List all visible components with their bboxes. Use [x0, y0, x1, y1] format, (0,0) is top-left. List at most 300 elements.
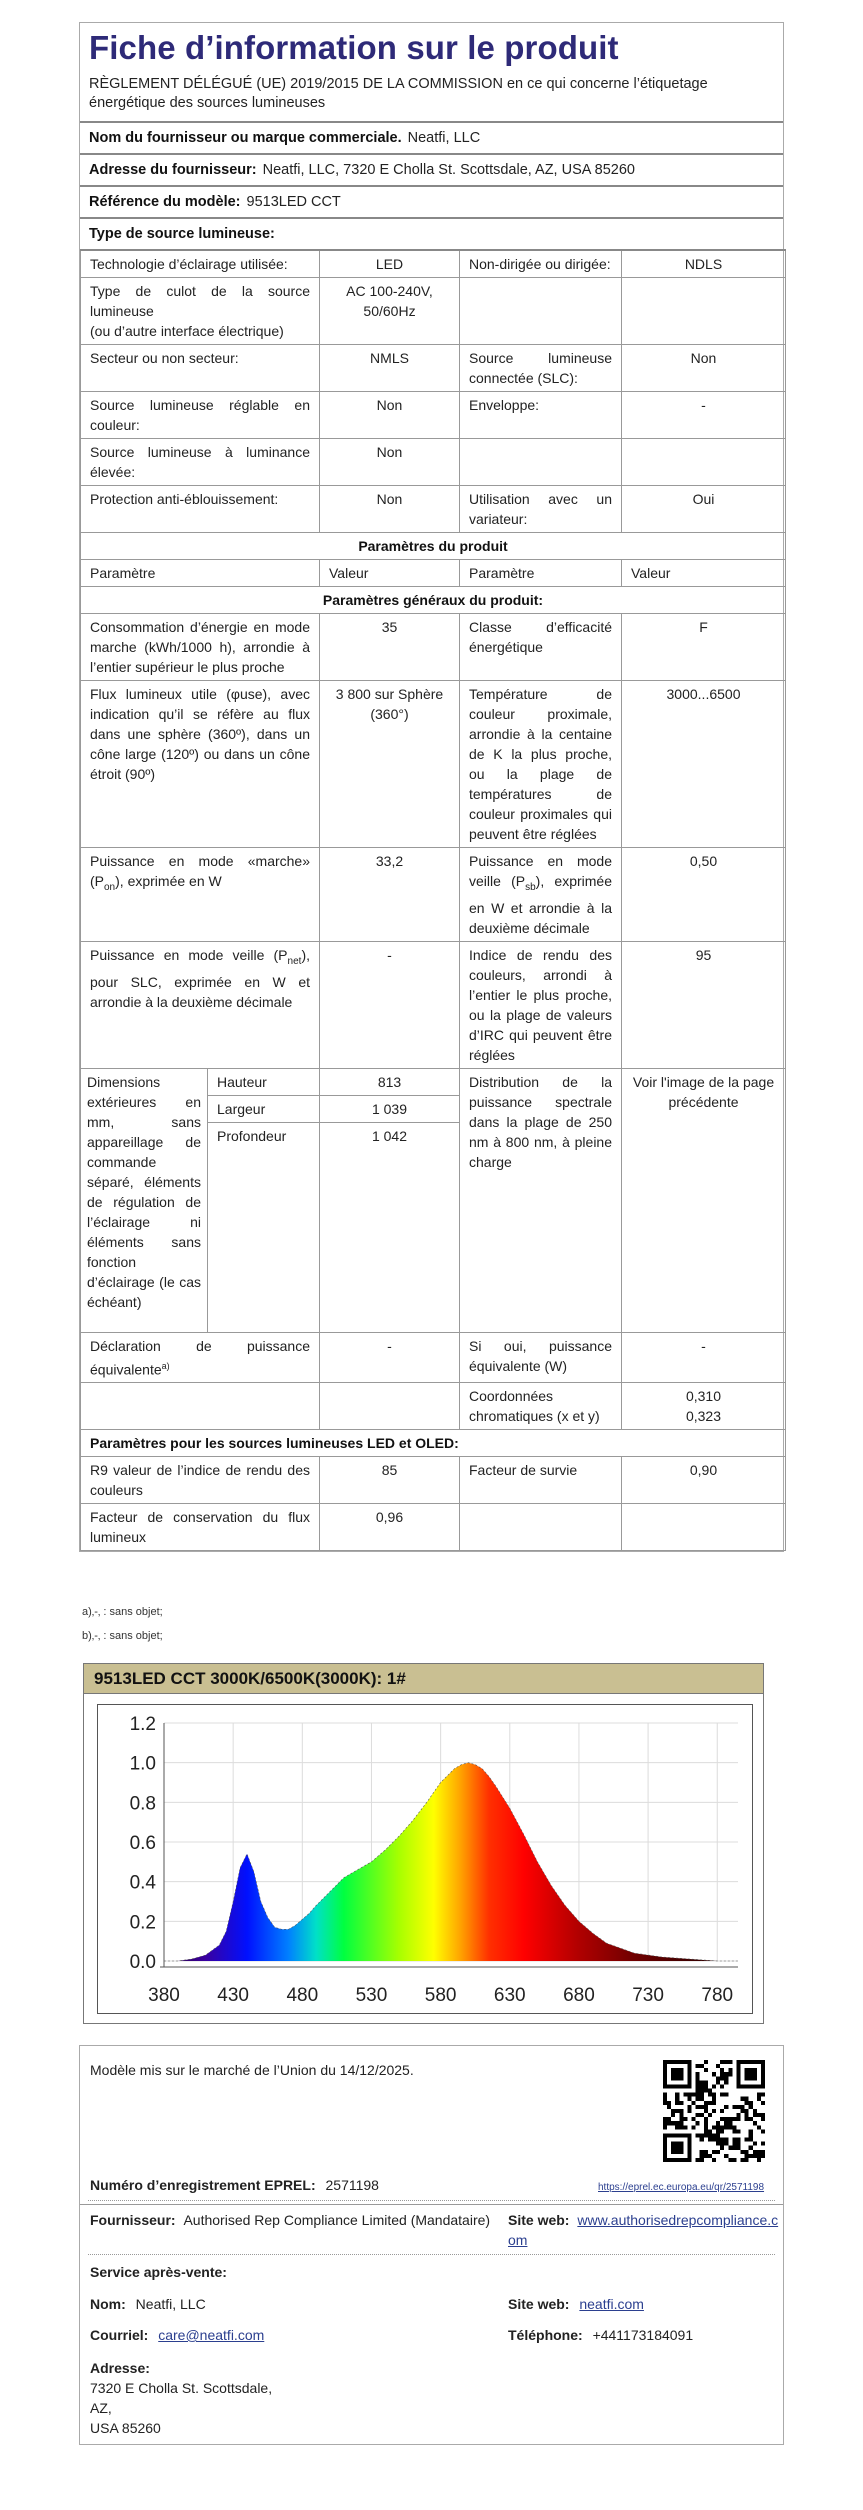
cri-label: Indice de rendu des couleurs, arrondi à l’entier le plus proche, ou la plage de valeurs d’IRC qui peuvent être réglées: [460, 941, 622, 1068]
qr-module: [749, 2105, 753, 2109]
standby-label: Puissance en mode veille $(P_{sb})$, exprimée en W et arrondie à la deuxième décimale: [460, 848, 622, 942]
table-row: [81, 848, 786, 942]
qr-module: [696, 2158, 700, 2162]
supplier-address-label: Adresse du fournisseur:: [89, 162, 257, 178]
qr-module: [728, 2117, 732, 2121]
table-row: [81, 614, 786, 681]
qr-module: [720, 2076, 724, 2080]
tech-value: LED: [320, 250, 460, 278]
qr-module: [708, 2113, 712, 2117]
qr-module: [675, 2109, 679, 2113]
table-row: [81, 587, 786, 614]
qr-module: [679, 2113, 683, 2117]
page-title: Fiche d’information sur le produit: [89, 29, 619, 66]
model-reference-label: Référence du modèle:: [89, 194, 241, 210]
address-line: AZ,: [90, 2400, 112, 2416]
qr-module: [720, 2084, 724, 2088]
address-line: 7320 E Cholla St. Scottsdale,: [90, 2380, 273, 2396]
y-tick-label: 0.8: [129, 1793, 156, 1815]
depth-label: Profondeur: [208, 1122, 320, 1332]
qr-module: [671, 2121, 675, 2125]
power-on-value: 33,2: [320, 848, 460, 942]
source-type-label: Type de source lumineuse:: [89, 226, 275, 242]
qr-module: [696, 2080, 700, 2084]
table-row: [81, 560, 786, 587]
qr-module: [745, 2117, 749, 2121]
qr-module: [716, 2076, 720, 2080]
qr-module: [745, 2158, 749, 2162]
cap-label-sub: (ou d’autre interface électrique): [90, 323, 284, 339]
qr-module: [745, 2101, 749, 2105]
qr-module: [720, 2109, 724, 2113]
qr-finder-center: [671, 2142, 683, 2154]
qr-module: [753, 2113, 757, 2117]
qr-module: [687, 2093, 691, 2097]
service-label: Service après-vente:: [90, 2264, 227, 2280]
qr-module: [724, 2080, 728, 2084]
qr-module: [757, 2097, 761, 2101]
qr-module: [675, 2097, 679, 2101]
qr-module: [667, 2105, 671, 2109]
empty-cell: [460, 1504, 622, 1551]
regulation-subtitle: RÈGLEMENT DÉLÉGUÉ (UE) 2019/2015 DE LA COMMISSION en ce qui concerne l’étiquetage énergétique des sources lumineuses: [89, 76, 708, 111]
footnote-b: b)‚-‚ : sans objet;: [82, 1630, 163, 1642]
qr-module: [761, 2150, 765, 2154]
qr-module: [732, 2142, 736, 2146]
service-name-value: Neatfi, LLC: [135, 2296, 206, 2312]
r9-value: 85: [320, 1457, 460, 1504]
qr-finder-center: [745, 2068, 757, 2080]
qr-module: [720, 2117, 724, 2121]
nondir-label: Non-dirigée ou dirigée:: [460, 250, 622, 278]
qr-module: [712, 2133, 716, 2137]
footnote-a: a)‚-‚ : sans objet;: [82, 1606, 163, 1618]
email-label: Courriel:: [90, 2327, 149, 2343]
qr-module: [696, 2133, 700, 2137]
qr-module: [716, 2133, 720, 2137]
x-tick-label: 730: [632, 1985, 664, 2006]
qr-module: [753, 2154, 757, 2158]
r9-label: R9 valeur de l’indice de rendu des couleurs: [81, 1457, 320, 1504]
mains-value: NMLS: [320, 345, 460, 392]
supplier-address-value: Neatfi, LLC, 7320 E Cholla St. Scottsdale, AZ, USA 85260: [262, 162, 635, 178]
qr-module: [745, 2150, 749, 2154]
flux-value: 3 800 sur Sphère (360°): [320, 681, 460, 848]
divider: [88, 2254, 775, 2255]
qr-module: [728, 2121, 732, 2125]
qr-module: [753, 2121, 757, 2125]
qr-module: [736, 2117, 740, 2121]
qr-module: [745, 2113, 749, 2117]
eprel-url-link[interactable]: https://eprel.ec.europa.eu/qr/2571198: [598, 2182, 765, 2193]
qr-module: [712, 2158, 716, 2162]
qr-module: [736, 2105, 740, 2109]
site-link[interactable]: www.authorisedrepcompliance.com: [508, 2212, 779, 2248]
qr-module: [716, 2150, 720, 2154]
qr-module: [667, 2117, 671, 2121]
qr-module: [704, 2154, 708, 2158]
qr-module: [704, 2117, 708, 2121]
qr-module: [700, 2158, 704, 2162]
qr-module: [761, 2154, 765, 2158]
qr-module: [761, 2101, 765, 2105]
qr-module: [724, 2093, 728, 2097]
qr-module: [720, 2068, 724, 2072]
supplier-name-label: Nom du fournisseur ou marque commerciale.: [89, 130, 402, 146]
qr-module: [753, 2109, 757, 2113]
qr-module: [724, 2117, 728, 2121]
qr-module: [704, 2129, 708, 2133]
qr-module: [741, 2105, 745, 2109]
flux-label: Flux lumineux utile (φuse), avec indication qu’il se réfère au flux dans une sphère (360º), dans un cône large (120º) ou dans un cône étroit (90º): [81, 681, 320, 848]
qr-module: [712, 2072, 716, 2076]
spectrum-chart-panel: [83, 1663, 764, 2024]
qr-module: [679, 2125, 683, 2129]
qr-module: [749, 2146, 753, 2150]
x-tick-label: 430: [217, 1985, 250, 2006]
phone-label: Téléphone:: [508, 2327, 583, 2343]
chart-frame: [97, 1704, 753, 2014]
col-header-param: Paramètre: [460, 560, 622, 587]
qr-module: [663, 2101, 667, 2105]
qr-module: [700, 2105, 704, 2109]
qr-module: [683, 2093, 687, 2097]
qr-module: [724, 2154, 728, 2158]
qr-module: [732, 2146, 736, 2150]
survival-value: 0,90: [622, 1457, 786, 1504]
table-row: [81, 486, 786, 533]
standby-value: 0,50: [622, 848, 786, 942]
qr-module: [708, 2093, 712, 2097]
section-title: Paramètres du produit: [81, 533, 786, 560]
supplier-address-row: [80, 153, 783, 185]
qr-module: [663, 2117, 667, 2121]
qr-module: [728, 2146, 732, 2150]
qr-module: [708, 2101, 712, 2105]
colour-value: Non: [320, 392, 460, 439]
supplier-value: Authorised Rep Compliance Limited (Mandataire): [183, 2212, 491, 2228]
cct-value: 3000...6500: [622, 681, 786, 848]
qr-module: [712, 2150, 716, 2154]
qr-module: [728, 2072, 732, 2076]
table-row: [81, 1383, 786, 1430]
qr-module: [716, 2064, 720, 2068]
qr-module: [687, 2105, 691, 2109]
qr-module: [704, 2105, 708, 2109]
service-address: [90, 2358, 272, 2438]
qr-module: [675, 2121, 679, 2125]
qr-module: [704, 2150, 708, 2154]
service-site-label: Site web:: [508, 2296, 570, 2312]
service-name: [90, 2296, 206, 2312]
x-tick-label: 630: [493, 1985, 526, 2006]
qr-module: [679, 2121, 683, 2125]
envelope-value: -: [622, 392, 786, 439]
width-value: 1 039: [320, 1095, 460, 1122]
qr-module: [724, 2072, 728, 2076]
qr-module: [749, 2138, 753, 2142]
table-row: [81, 681, 786, 848]
qr-module: [696, 2076, 700, 2080]
service-site-link[interactable]: neatfi.com: [579, 2296, 644, 2312]
qr-module: [700, 2064, 704, 2068]
source-type-row: [80, 217, 783, 249]
spectrum-chart: [98, 1705, 752, 2013]
qr-module: [761, 2093, 765, 2097]
qr-module: [761, 2129, 765, 2133]
qr-module: [667, 2101, 671, 2105]
qr-module: [732, 2129, 736, 2133]
qr-module: [736, 2129, 740, 2133]
qr-module: [724, 2076, 728, 2080]
qr-module: [708, 2138, 712, 2142]
table-row: [81, 250, 786, 278]
width-label: Largeur: [208, 1095, 320, 1122]
glare-label: Protection anti-éblouissement:: [81, 486, 320, 533]
qr-module: [741, 2109, 745, 2113]
qr-module: [757, 2158, 761, 2162]
section-title: Paramètres généraux du produit:: [81, 587, 786, 614]
qr-finder-center: [671, 2068, 683, 2080]
power-on-label: Puissance en mode «marche» $(P_{on})$, exprimée en W: [81, 848, 320, 942]
empty-cell: [81, 1383, 320, 1430]
footnotes: [82, 1600, 163, 1648]
qr-module: [692, 2125, 696, 2129]
qr-module: [696, 2121, 700, 2125]
qr-module: [716, 2125, 720, 2129]
eprel-panel: [79, 2045, 784, 2445]
qr-module: [724, 2121, 728, 2125]
empty-cell: [460, 439, 622, 486]
maintenance-label: Facteur de conservation du flux lumineux: [81, 1504, 320, 1551]
qr-module: [724, 2125, 728, 2129]
qr-module: [704, 2125, 708, 2129]
qr-module: [675, 2101, 679, 2105]
qr-module: [700, 2133, 704, 2137]
col-header-value: Valeur: [622, 560, 786, 587]
service-name-label: Nom:: [90, 2296, 126, 2312]
qr-module: [712, 2138, 716, 2142]
eprel-registration: [90, 2177, 379, 2193]
col-header-value: Valeur: [320, 560, 460, 587]
qr-module: [696, 2064, 700, 2068]
eprel-registration-label: Numéro d’enregistrement EPREL:: [90, 2177, 316, 2193]
qr-module: [704, 2133, 708, 2137]
qr-module: [704, 2084, 708, 2088]
qr-module: [683, 2125, 687, 2129]
qr-module: [757, 2150, 761, 2154]
empty-cell: [460, 278, 622, 345]
market-date-text: Modèle mis sur le marché de l’Union du 14/12/2025.: [90, 2062, 414, 2078]
envelope-label: Enveloppe:: [460, 392, 622, 439]
x-tick-label: 780: [701, 1985, 734, 2006]
empty-cell: [622, 1504, 786, 1551]
qr-module: [720, 2072, 724, 2076]
x-tick-label: 480: [286, 1985, 319, 2006]
table-row: [81, 1332, 786, 1383]
qr-module: [716, 2138, 720, 2142]
cap-value: AC 100-240V, 50/60Hz: [320, 278, 460, 345]
mains-label: Secteur ou non secteur:: [81, 345, 320, 392]
qr-module: [736, 2138, 740, 2142]
qr-module: [704, 2109, 708, 2113]
x-tick-label: 580: [424, 1985, 457, 2006]
qr-module: [692, 2101, 696, 2105]
qr-module: [757, 2154, 761, 2158]
height-label: Hauteur: [208, 1068, 320, 1095]
qr-module: [704, 2060, 708, 2064]
glare-value: Non: [320, 486, 460, 533]
tech-label: Technologie d’éclairage utilisée:: [81, 250, 320, 278]
qr-module: [696, 2089, 700, 2093]
qr-module: [749, 2129, 753, 2133]
qr-module: [700, 2138, 704, 2142]
connected-label: Source lumineuse connectée (SLC):: [460, 345, 622, 392]
cap-label: Type de culot de la source lumineuse: [90, 283, 310, 319]
qr-module: [716, 2142, 720, 2146]
qr-module: [663, 2093, 667, 2097]
supplier-name-row: [80, 121, 783, 153]
qr-module: [708, 2089, 712, 2093]
qr-module: [704, 2068, 708, 2072]
nondir-value: NDLS: [622, 250, 786, 278]
qr-module: [741, 2158, 745, 2162]
efficiency-value: F: [622, 614, 786, 681]
qr-module: [663, 2097, 667, 2101]
section-title: Paramètres pour les sources lumineuses LED et OLED:: [81, 1430, 786, 1457]
qr-module: [704, 2121, 708, 2125]
consumption-value: 35: [320, 614, 460, 681]
qr-module: [712, 2101, 716, 2105]
qr-module: [700, 2113, 704, 2117]
qr-module: [716, 2121, 720, 2125]
qr-module: [663, 2125, 667, 2129]
specifications-table: [80, 249, 786, 1551]
colour-label: Source lumineuse réglable en couleur:: [81, 392, 320, 439]
cap-label-cell: [81, 278, 320, 345]
site-label: Site web:: [508, 2212, 570, 2228]
qr-module: [696, 2097, 700, 2101]
qr-module: [761, 2142, 765, 2146]
address-line: USA 85260: [90, 2420, 161, 2436]
dims-label: Dimensions extérieures en mm, sans appareillage de commande séparé, éléments de régulation de l’éclairage ni éléments sans fonction d’éclairage (le cas échéant): [81, 1068, 208, 1332]
consumption-label: Consommation d’énergie en mode marche (kWh/1000 h), arrondie à l’entier supérieur le plus proche: [81, 614, 320, 681]
qr-module: [708, 2133, 712, 2137]
qr-module: [736, 2142, 740, 2146]
qr-module: [720, 2125, 724, 2129]
table-row: [81, 941, 786, 1068]
x-tick-label: 530: [355, 1985, 388, 2006]
table-row: [81, 1457, 786, 1504]
chroma-value: 0,310 0,323: [622, 1383, 786, 1430]
table-row: [81, 533, 786, 560]
qr-module: [683, 2117, 687, 2121]
qr-module: [728, 2125, 732, 2129]
qr-module: [720, 2129, 724, 2133]
table-row: [81, 392, 786, 439]
qr-module: [679, 2101, 683, 2105]
chart-title: 9513LED CCT 3000K/6500K(3000K): 1#: [84, 1664, 763, 1694]
qr-module: [671, 2113, 675, 2117]
model-reference-row: [80, 185, 783, 217]
qr-module: [724, 2142, 728, 2146]
qr-module: [675, 2093, 679, 2097]
phone-value: +441173184091: [592, 2327, 694, 2343]
qr-module: [720, 2146, 724, 2150]
net-standby-label: Puissance en mode veille $(P_{net})$, pour SLC, exprimée en W et arrondie à la deuxième décimale: [81, 941, 320, 1068]
qr-module: [692, 2117, 696, 2121]
qr-module: [704, 2080, 708, 2084]
y-tick-label: 0.2: [129, 1912, 156, 1934]
maintenance-value: 0,96: [320, 1504, 460, 1551]
qr-module: [745, 2109, 749, 2113]
product-information-sheet: [79, 22, 784, 1552]
spd-label: Distribution de la puissance spectrale dans la plage de 250 nm à 800 nm, à pleine charge: [460, 1068, 622, 1332]
qr-module: [700, 2097, 704, 2101]
qr-module: [708, 2154, 712, 2158]
qr-module: [724, 2105, 728, 2109]
qr-module: [696, 2084, 700, 2088]
service-heading: [90, 2264, 227, 2280]
qr-module: [700, 2154, 704, 2158]
qr-module: [712, 2109, 716, 2113]
chroma-label: Coordonnées chromatiques (x et y): [460, 1383, 622, 1430]
net-standby-value: -: [320, 941, 460, 1068]
highlum-value: Non: [320, 439, 460, 486]
qr-module: [675, 2125, 679, 2129]
qr-module: [679, 2109, 683, 2113]
survival-label: Facteur de survie: [460, 1457, 622, 1504]
empty-cell: [622, 278, 786, 345]
qr-module: [753, 2142, 757, 2146]
qr-module: [720, 2093, 724, 2097]
empty-cell: [320, 1383, 460, 1430]
qr-module: [736, 2146, 740, 2150]
equiv-w-label: Si oui, puissance équivalente (W): [460, 1332, 622, 1383]
qr-module: [732, 2125, 736, 2129]
service-website: [508, 2296, 644, 2312]
qr-module: [712, 2125, 716, 2129]
email-link[interactable]: care@neatfi.com: [158, 2327, 265, 2343]
qr-module: [728, 2068, 732, 2072]
qr-module: [736, 2113, 740, 2117]
qr-module: [753, 2150, 757, 2154]
equiv-w-value: -: [622, 1332, 786, 1383]
qr-code-icon[interactable]: [663, 2060, 765, 2162]
qr-module: [700, 2093, 704, 2097]
y-tick-label: 1.0: [129, 1753, 156, 1775]
service-phone: [508, 2327, 693, 2343]
highlum-label: Source lumineuse à luminance élevée:: [81, 439, 320, 486]
spectrum-area: [164, 1763, 738, 1961]
qr-module: [745, 2138, 749, 2142]
efficiency-label: Classe d’efficacité énergétique: [460, 614, 622, 681]
qr-module: [712, 2097, 716, 2101]
qr-module: [724, 2138, 728, 2142]
qr-module: [696, 2093, 700, 2097]
qr-module: [700, 2084, 704, 2088]
qr-module: [749, 2117, 753, 2121]
service-email: [90, 2327, 264, 2343]
table-row: [81, 1430, 786, 1457]
qr-module: [687, 2109, 691, 2113]
qr-module: [732, 2117, 736, 2121]
model-reference-value: 9513LED CCT: [246, 194, 341, 210]
qr-module: [671, 2109, 675, 2113]
qr-module: [745, 2097, 749, 2101]
y-tick-label: 1.2: [129, 1714, 156, 1735]
qr-module: [732, 2105, 736, 2109]
